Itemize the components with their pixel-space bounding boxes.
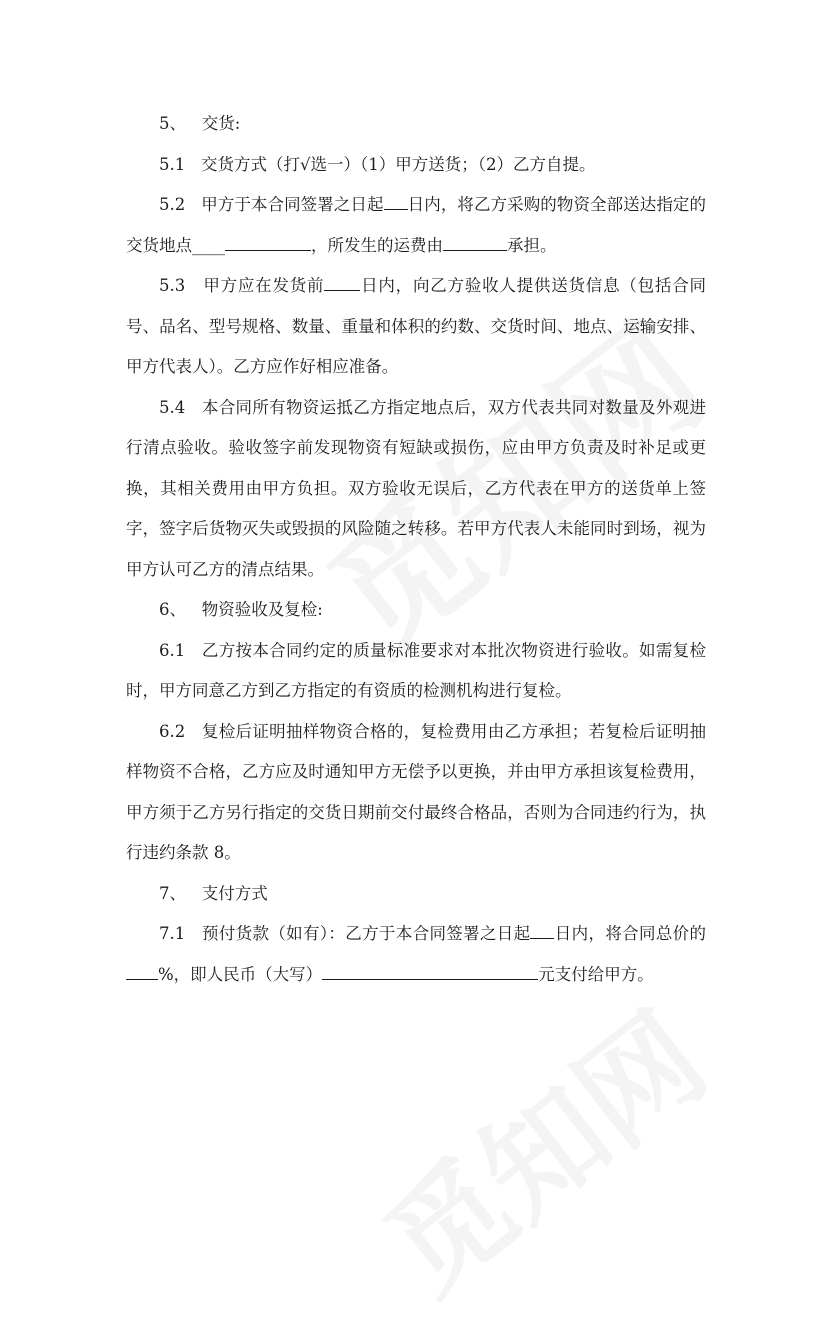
blank-amount — [322, 961, 538, 979]
clause-6-1: 6.1 乙方按本合同约定的质量标准要求对本批次物资进行验收。如需复检时，甲方同意乙方到乙方指定的有资质的检测机构进行复检。 — [126, 640, 706, 700]
clause-text: 承担。 — [507, 235, 557, 255]
clause-5-3 — [126, 266, 706, 388]
clause-text: 7.1 预付货款（如有）：乙方于本合同签署之日起 — [159, 924, 531, 943]
blank-payer — [443, 232, 507, 250]
clause-6-2: 6.2 复检后证明抽样物资合格的，复检费用由乙方承担；若复检后证明抽样物资不合格，乙方应及时通知甲方无偿予以更换，并由甲方承担该复检费用，甲方须于乙方另行指定的交货日期前交付最终合格品，否则为合同违约行为，执行违约条款 8。 — [126, 721, 706, 862]
clause-text: 5.2 甲方于本合同签署之日起 — [159, 195, 384, 214]
clause-text: ，所发生的运费由 — [311, 235, 443, 255]
clause-text: %，即人民币（大写） — [158, 964, 323, 984]
clause-text: 日内，将合同总价的 — [554, 924, 706, 943]
blank-percent — [126, 961, 158, 979]
clause-text: 5.3 甲方应在发货前 — [159, 276, 325, 295]
clause-7-1 — [126, 914, 706, 995]
clause-text: 日内，将乙方采购的物资全部送达指定的交货地点 — [126, 195, 706, 255]
blank-dash: ____ — [192, 235, 225, 255]
section-5-heading: 5、 交货: — [159, 114, 241, 133]
blank-days — [530, 921, 554, 939]
clause-5-1: 5.1 交货方式（打√选一）（1）甲方送货；（2）乙方自提。 — [159, 154, 596, 174]
clause-5-4: 5.4 本合同所有物资运抵乙方指定地点后，双方代表共同对数量及外观进行清点验收。验收签字前发现物资有短缺或损伤，应由甲方负责及时补足或更换，其相关费用由甲方负担。双方验收无误后，乙方代表在甲方的送货单上签字，签字后货物灭失或毁损的风险随之转移。若甲方代表人未能同时到场，视为甲方认可乙方的清点结果。 — [126, 397, 706, 579]
blank-days — [324, 273, 360, 291]
clause-text: 元支付给甲方。 — [538, 964, 654, 984]
section-6-heading: 6、 物资验收及复检: — [159, 600, 323, 619]
watermark — [345, 964, 735, 1324]
clause-5-2 — [126, 185, 706, 266]
blank-days — [384, 192, 408, 210]
clause-text: 日内，向乙方验收人提供送货信息（包括合同号、品名、型号规格、数量、重量和体积的约数、交货时间、地点、运输安排、甲方代表人）。乙方应作好相应准备。 — [126, 276, 707, 376]
contract-body — [126, 104, 706, 995]
blank-place — [225, 232, 311, 250]
section-7-heading: 7、 支付方式 — [159, 883, 268, 903]
